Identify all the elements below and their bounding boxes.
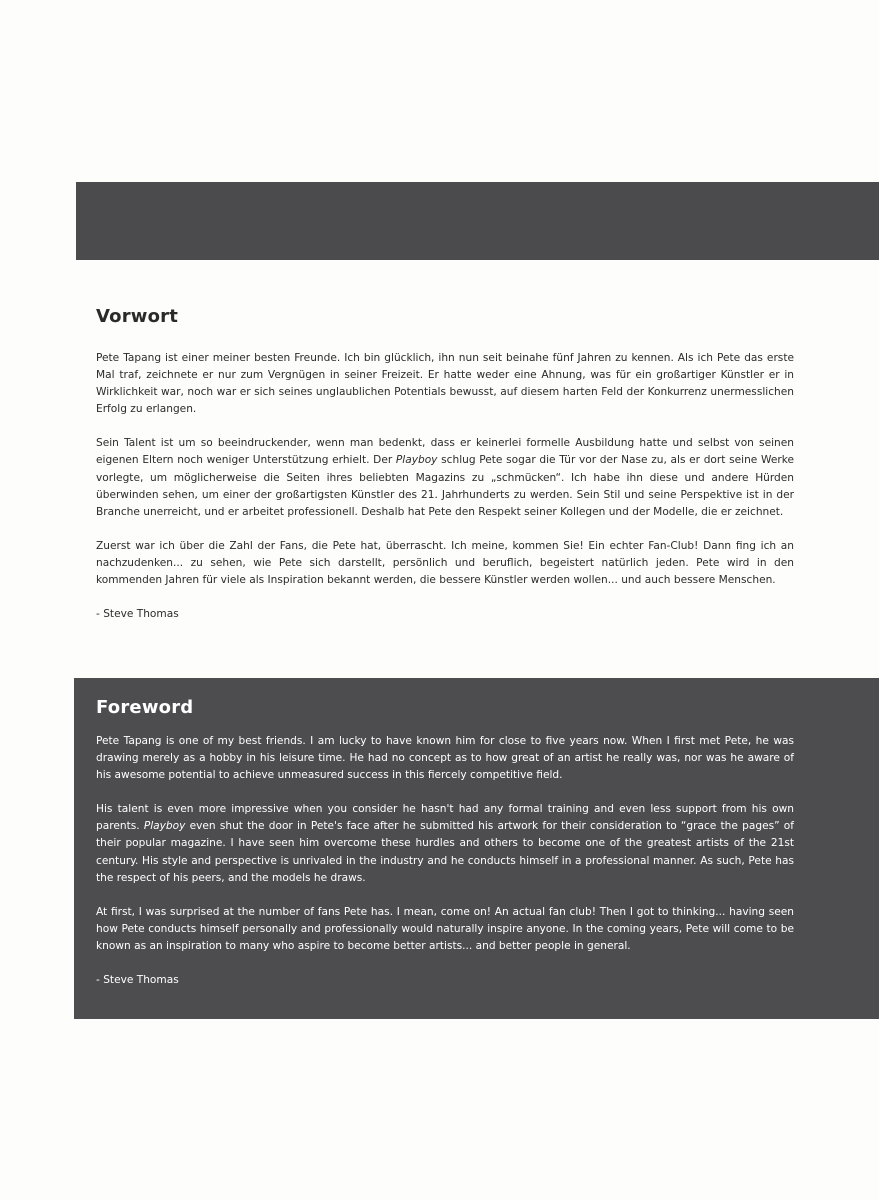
foreword-title: Foreword	[96, 697, 194, 718]
vorwort-paragraph-2-start: Sein Talent ist um so beeindruckender, wenn man bedenkt, dass er keinerlei formelle Ausbildung hatte und selbst von seinen eigenen Eltern noch weniger Unterstützung erhielt. Der	[96, 437, 794, 467]
vorwort-paragraph-1: Pete Tapang ist einer meiner besten Freunde. Ich bin glücklich, ihn nun seit beinahe fünf Jahren zu kennen. Als ich Pete das erste Mal traf, zeichnete er nur zum Vergnügen in seiner Freizeit. Er hatte weder eine Ahnung, was für ein großartiger Künstler er in Wirklichkeit war, noch war er sich seines unglaublichen Potentials bewusst, auf diesem harten Feld der Konkurrenz unermesslichen Erfolg zu erlangen.	[96, 352, 794, 416]
header-band	[76, 182, 879, 260]
vorwort-paragraph-2-end: schlug Pete sogar die Tür vor der Nase zu, als er dort seine Werke vorlegte, um möglicherweise die Seiten ihres beliebten Magazins zu „schmücken“. Ich habe ihn diese und andere Hürden überwinden sehen, um einer der großartigsten Künstler des 21. Jahrhunderts zu werden. Sein Stil und seine Perspektive ist in der Branche unerreicht, und er arbeitet professionell. Deshalb hat Pete den Respekt seiner Kollegen und der Modelle, die er zeichnet.	[96, 454, 794, 518]
vorwort-paragraph-3: Zuerst war ich über die Zahl der Fans, die Pete hat, überrascht. Ich meine, kommen Sie! Ein echter Fan-Club! Dann fing ich an nachzudenken... zu sehen, wie Pete sich darstellt, persönlich und beruflich, begeistert natürlich jeden. Pete wird in den kommenden Jahren für viele als Inspiration bekannt werden, die bessere Künstler werden wollen... und auch bessere Menschen.	[96, 539, 794, 587]
foreword-playboy-italic: Playboy	[143, 820, 186, 833]
vorwort-signature: - Steve Thomas	[96, 608, 179, 621]
foreword-paragraph-3: At first, I was surprised at the number of fans Pete has. I mean, come on! An actual fan club! Then I got to thinking... having seen how Pete conducts himself personally and professionally would naturally inspire anyone. In the coming years, Pete will come to be known as an inspiration to many who aspire to become better artists... and better people in general.	[96, 905, 794, 952]
foreword-paragraph-2-end: even shut the door in Pete's face after he submitted his artwork for their consideration to “grace the pages” of their popular magazine. I have seen him overcome these hurdles and others to become one of the greatest artists of the 21st century. His style and perspective is unrivaled in the industry and he conducts himself in a professional manner. As such, Pete has the respect of his peers, and the models he draws.	[96, 820, 795, 884]
vorwort-paragraph-2	[96, 435, 794, 520]
vorwort-title: Vorwort	[96, 306, 179, 327]
foreword-paragraph-1: Pete Tapang is one of my best friends. I am lucky to have known him for close to five years now. When I first met Pete, he was drawing merely as a hobby in his leisure time. He had no concept as to how great of an artist he really was, nor was he aware of his awesome potential to achieve unmeasured success in this fiercely competitive field.	[96, 735, 794, 782]
foreword-signature: - Steve Thomas	[96, 974, 179, 987]
foreword-paragraph-2	[96, 801, 794, 886]
foreword-paragraph-2-start: His talent is even more impressive when you consider he hasn't had any formal training and even less support from his own parents.	[96, 803, 794, 833]
vorwort-playboy-italic: Playboy	[395, 454, 438, 467]
vorwort-section	[96, 306, 794, 623]
foreword-section	[96, 697, 794, 989]
